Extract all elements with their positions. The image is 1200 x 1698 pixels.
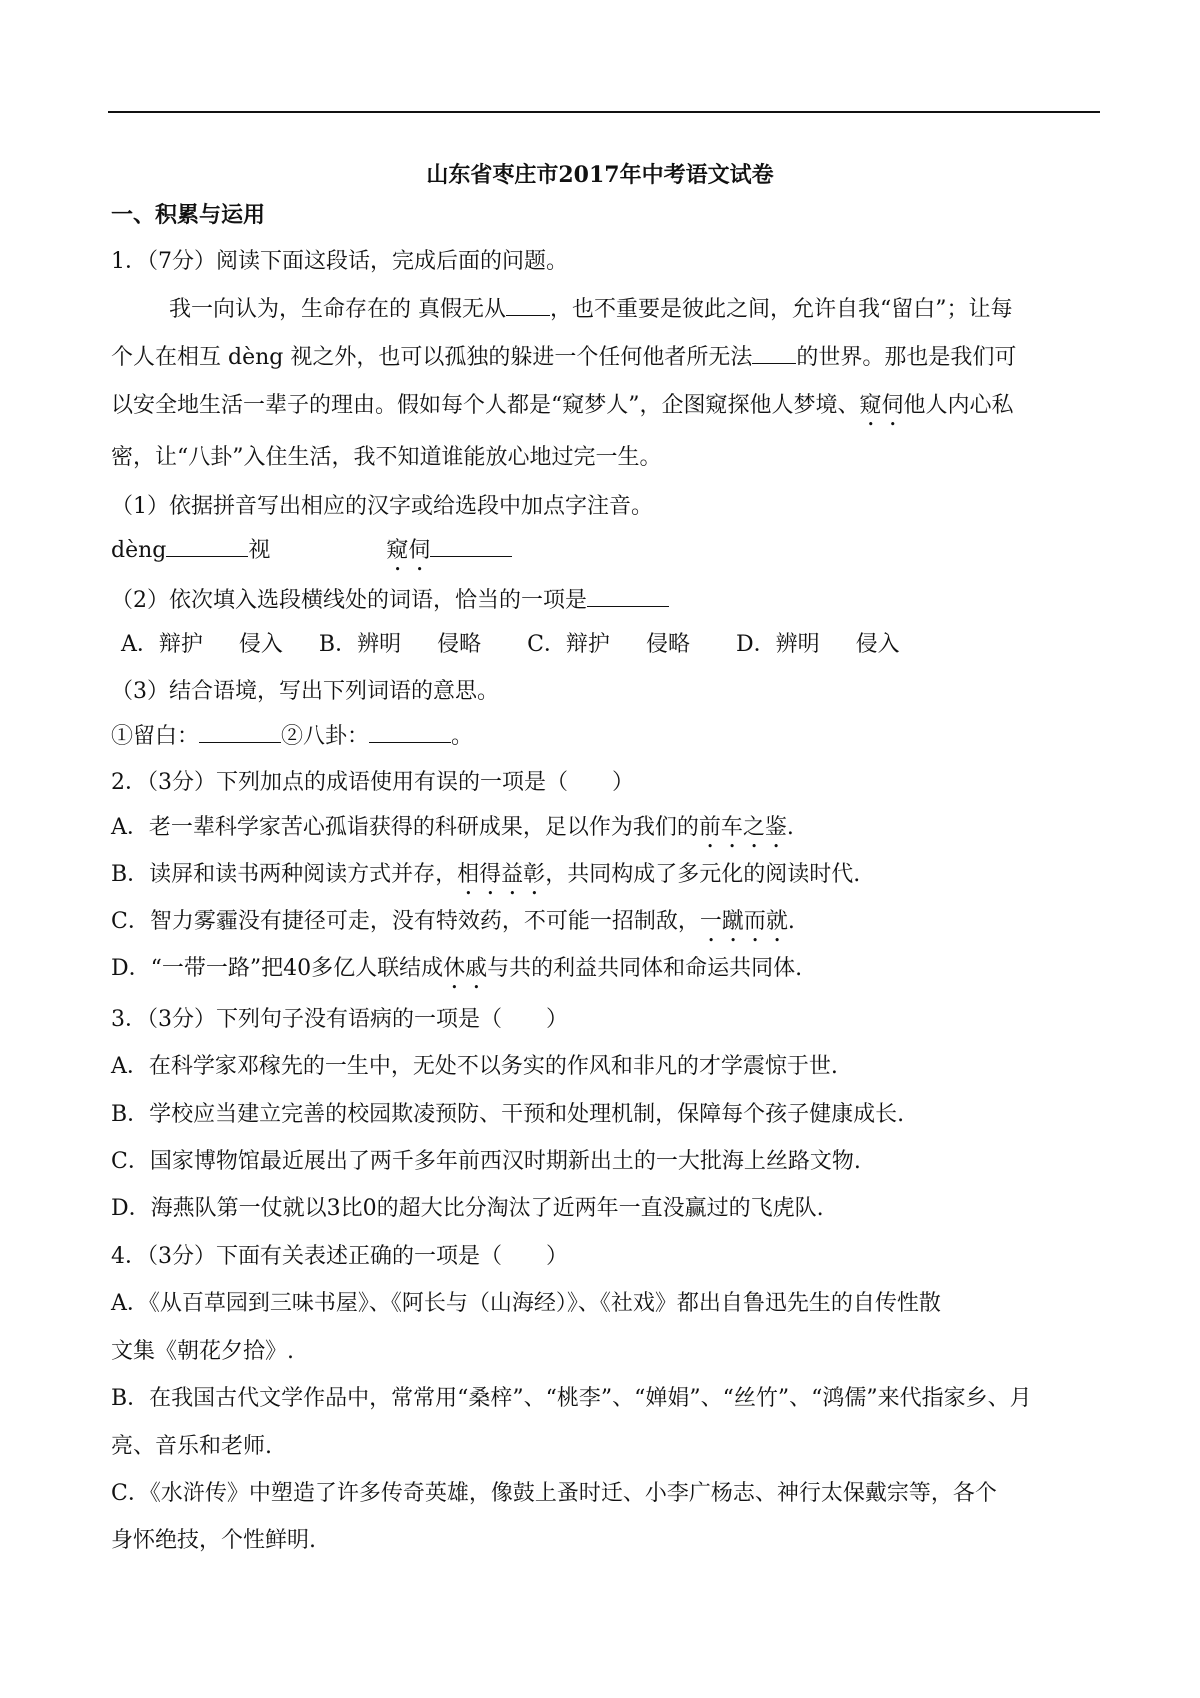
char: 视	[248, 538, 271, 563]
q1-sub2-options	[121, 630, 1100, 660]
option-word: 侵入	[855, 632, 900, 657]
dotted-idiom: 前车之鉴	[698, 815, 787, 840]
passage-text: 我一向认为，生命存在的 真假无从	[169, 297, 506, 322]
dotted-word: 窥伺	[386, 538, 431, 563]
dotted-idiom: 休戚	[443, 956, 488, 981]
option-text: ，共同构成了多元化的阅读时代.	[545, 862, 861, 887]
q1-sub3: （3）结合语境，写出下列词语的意思。	[111, 679, 499, 704]
dotted-idiom: 一蹴而就	[699, 909, 788, 934]
q3-option-a[interactable]: A．在科学家邓稼先的一生中，无处不以务实的作风和非凡的才学震惊于世.	[111, 1054, 838, 1079]
q3-option-c[interactable]: C．国家博物馆最近展出了两千多年前西汉时期新出土的一大批海上丝路文物.	[111, 1149, 861, 1174]
q1-sub1-answers	[111, 536, 1100, 576]
answer-blank[interactable]	[166, 536, 248, 557]
answer-blank[interactable]	[587, 586, 669, 607]
q4-stem: 4．（3分）下面有关表述正确的一项是（ ）	[111, 1244, 568, 1269]
q1-passage-line-1	[111, 295, 1100, 325]
option-text: B．读屏和读书两种阅读方式并存，	[111, 862, 458, 887]
q1-passage-line-2	[111, 343, 1100, 373]
q4-option-a-line-2[interactable]: 文集《朝花夕拾》.	[111, 1339, 294, 1364]
answer-blank[interactable]	[752, 343, 796, 364]
q4-option-b-line-2[interactable]: 亮、音乐和老师.	[111, 1434, 272, 1459]
q4-option-c-line-2[interactable]: 身怀绝技，个性鲜明.	[111, 1528, 316, 1553]
q2-option-c[interactable]	[111, 907, 1100, 947]
answer-blank[interactable]	[506, 295, 550, 316]
q1-sub1: （1）依据拼音写出相应的汉字或给选段中加点字注音。	[111, 494, 653, 519]
option-text: D．“一带一路”把40多亿人联结成	[111, 956, 444, 981]
term-label: ②八卦：	[281, 724, 370, 749]
option-text: .	[787, 909, 795, 934]
answer-blank[interactable]	[199, 722, 281, 743]
option-text: C．智力雾霾没有捷径可走，没有特效药，不可能一招制敌，	[111, 909, 700, 934]
answer-blank[interactable]	[430, 536, 512, 557]
q1-stem: 1．（7分）阅读下面这段话，完成后面的问题。	[111, 249, 568, 274]
punct: 。	[451, 724, 474, 749]
q4-option-b-line-1[interactable]: B．在我国古代文学作品中，常常用“桑梓”、“桃李”、“婵娟”、“丝竹”、“鸿儒”来代指家乡、月	[111, 1386, 1032, 1411]
q1-sub3-answers	[111, 722, 1100, 752]
dotted-idiom: 相得益彰	[457, 862, 546, 887]
section-heading: 一、积累与运用	[111, 202, 266, 228]
q1-passage-line-3	[111, 391, 1100, 431]
q2-stem: 2．（3分）下列加点的成语使用有误的一项是（ ）	[111, 770, 634, 795]
q3-option-b[interactable]: B．学校应当建立完善的校园欺凌预防、干预和处理机制，保障每个孩子健康成长.	[111, 1102, 905, 1127]
option-label[interactable]: D．辨明	[735, 632, 820, 657]
option-label[interactable]: C．辩护	[527, 632, 610, 657]
q3-option-d[interactable]: D．海燕队第一仗就以3比0的超大比分淘汰了近两年一直没赢过的飞虎队.	[111, 1196, 824, 1221]
option-text: A．老一辈科学家苦心孤诣获得的科研成果，足以作为我们的	[111, 815, 699, 840]
option-text: 与共的利益共同体和命运共同体.	[487, 956, 803, 981]
passage-text: 的世界。那也是我们可	[796, 345, 1017, 370]
q1-passage-line-4: 密，让“八卦”入住生活，我不知道谁能放心地过完一生。	[111, 445, 662, 470]
passage-text: 他人内心私	[903, 393, 1014, 418]
dotted-word: 窥伺	[859, 393, 904, 418]
option-label[interactable]: A．辩护	[121, 632, 203, 657]
q2-option-a[interactable]	[111, 813, 1100, 853]
q2-option-d[interactable]	[111, 954, 1100, 994]
q2-option-b[interactable]	[111, 860, 1100, 900]
option-text: .	[786, 815, 794, 840]
term-label: ①留白：	[111, 724, 200, 749]
q4-option-c-line-1[interactable]: C．《水浒传》中塑造了许多传奇英雄，像鼓上蚤时迁、小李广杨志、神行太保戴宗等，各个	[111, 1481, 997, 1506]
option-word: 侵入	[238, 632, 283, 657]
option-word: 侵略	[437, 632, 482, 657]
answer-blank[interactable]	[369, 722, 451, 743]
sub2-text: （2）依次填入选段横线处的词语，恰当的一项是	[111, 588, 587, 613]
passage-text: 个人在相互 dèng 视之外，也可以孤独的躲进一个任何他者所无法	[111, 345, 753, 370]
option-label[interactable]: B．辨明	[318, 632, 402, 657]
header-rule	[108, 111, 1100, 113]
q3-stem: 3．（3分）下列句子没有语病的一项是（ ）	[111, 1007, 568, 1032]
option-word: 侵略	[645, 632, 690, 657]
pinyin: dèng	[111, 538, 167, 563]
q4-option-a-line-1[interactable]: A．《从百草园到三味书屋》、《阿长与（山海经）》、《社戏》都出自鲁迅先生的自传性散	[111, 1291, 941, 1316]
page-title: 山东省枣庄市2017年中考语文试卷	[426, 162, 774, 188]
passage-text: 以安全地生活一辈子的理由。假如每个人都是“窥梦人”，企图窥探他人梦境、	[111, 393, 860, 418]
passage-text: ，也不重要是彼此之间，允许自我“留白”；让每	[550, 297, 1013, 322]
q1-sub2	[111, 586, 1100, 616]
